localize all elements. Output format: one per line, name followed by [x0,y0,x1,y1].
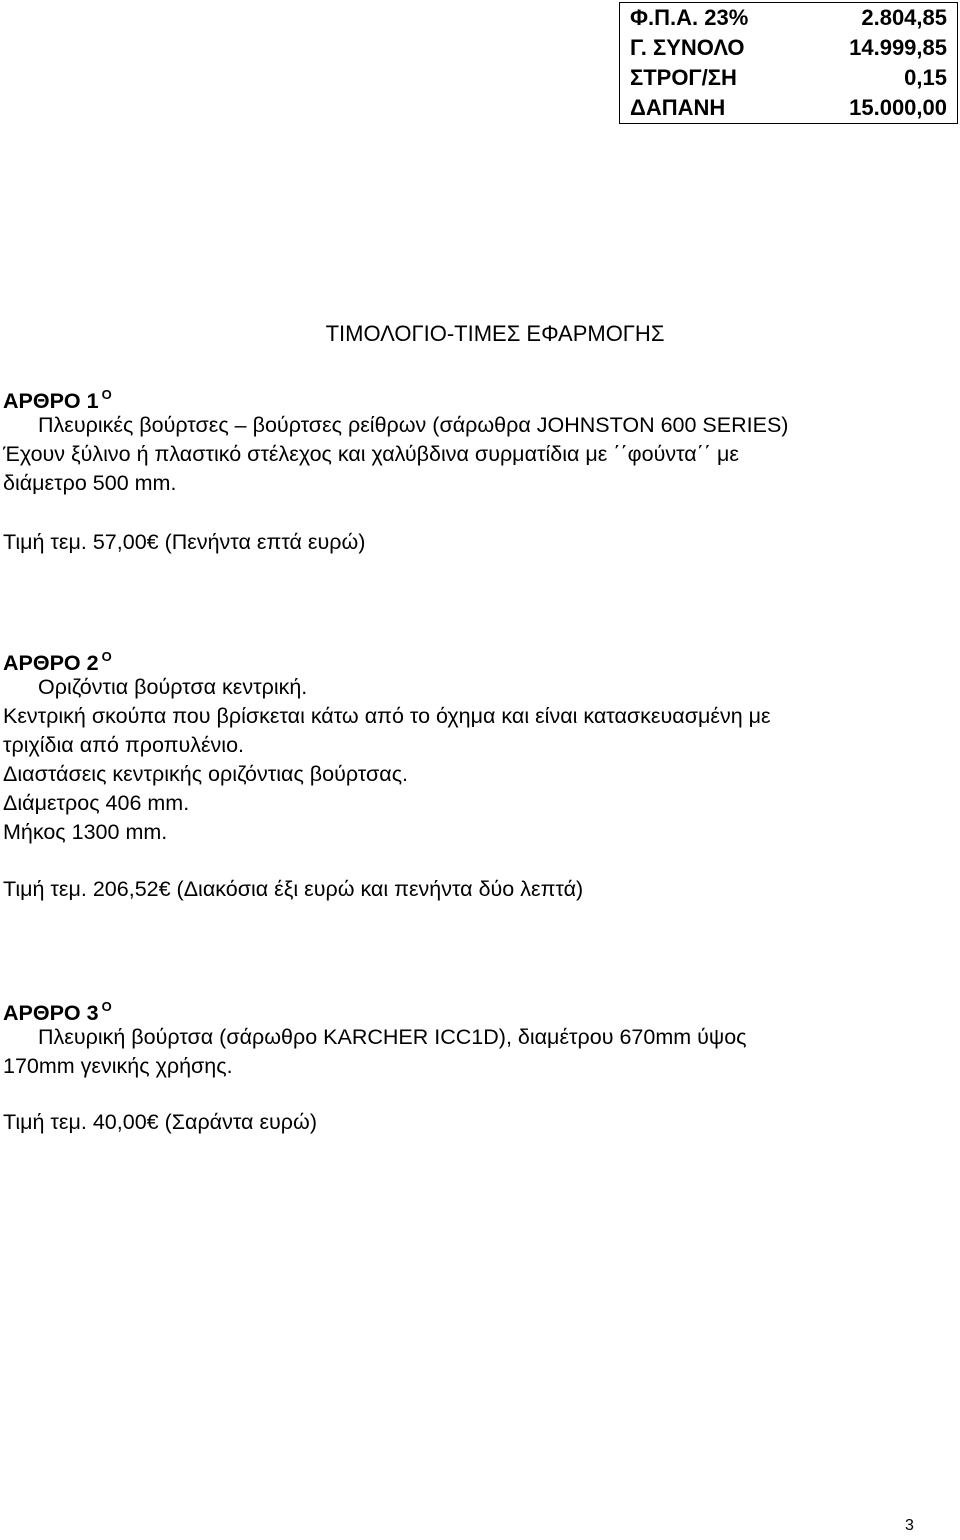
article-price: Τιμή τεμ. 40,00€ (Σαράντα ευρώ) [3,1110,317,1134]
summary-row [620,33,958,63]
article-text-line: Διαστάσεις κεντρικής οριζόντιας βούρτσας. [3,762,409,786]
summary-row [620,3,958,34]
summary-amount: 14.999,85 [849,35,947,60]
ordinal-superscript: Ο [101,649,112,664]
article-text-line: Πλευρική βούρτσα (σάρωθρο KARCHER ICC1D), διαμέτρου 670mm ύψος [38,1025,747,1049]
document-title: ΤΙΜΟΛΟΓΙΟ-ΤΙΜΕΣ ΕΦΑΡΜΟΓΗΣ [325,321,665,346]
summary-label: ΔΑΠΑΝΗ [630,95,726,120]
article-text-line: τριχίδια από προπυλένιο. [3,733,245,757]
summary-row [620,63,958,93]
summary-amount: 15.000,00 [849,95,947,120]
article-text-line: Έχουν ξύλινο ή πλαστικό στέλεχος και χαλύβδινα συρματίδια με ΄΄φούντα΄΄ με [3,442,739,466]
article-heading: ΑΡΘΡΟ 2 $^O$ [3,649,112,675]
article-text-line: Μήκος 1300 mm. [3,820,168,844]
article-text-line: 170mm γενικής χρήσης. [3,1054,233,1078]
ordinal-superscript: Ο [101,999,112,1014]
summary-amount: 2.804,85 [861,5,947,30]
article-heading: ΑΡΘΡΟ 1 $^O$ [3,387,112,413]
summary-label: ΣΤΡΟΓ/ΣΗ [630,65,737,90]
article-text-line: Διάμετρος 406 mm. [3,791,190,815]
ordinal-superscript: Ο [101,387,112,402]
summary-label: Γ. ΣΥΝΟΛΟ [630,35,745,60]
summary-table [619,2,958,124]
summary-label: Φ.Π.Α. 23% [630,5,749,30]
article-text-line: Κεντρική σκούπα που βρίσκεται κάτω από το όχημα και είναι κατασκευασμένη με [3,704,771,728]
page-number: 3 [905,1517,914,1534]
summary-row [620,93,958,124]
article-text-line: Οριζόντια βούρτσα κεντρική. [38,675,308,699]
article-price: Τιμή τεμ. 206,52€ (Διακόσια έξι ευρώ και πενήντα δύο λεπτά) [3,877,584,901]
article-heading: ΑΡΘΡΟ 3 $^O$ [3,999,112,1025]
article-text-line: Πλευρικές βούρτσες – βούρτσες ρείθρων (σάρωθρα JOHNSTON 600 SERIES) [38,413,789,437]
article-text-line: διάμετρο 500 mm. [3,471,177,495]
article-price: Τιμή τεμ. 57,00€ (Πενήντα επτά ευρώ) [3,530,366,554]
summary-amount: 0,15 [904,65,947,90]
